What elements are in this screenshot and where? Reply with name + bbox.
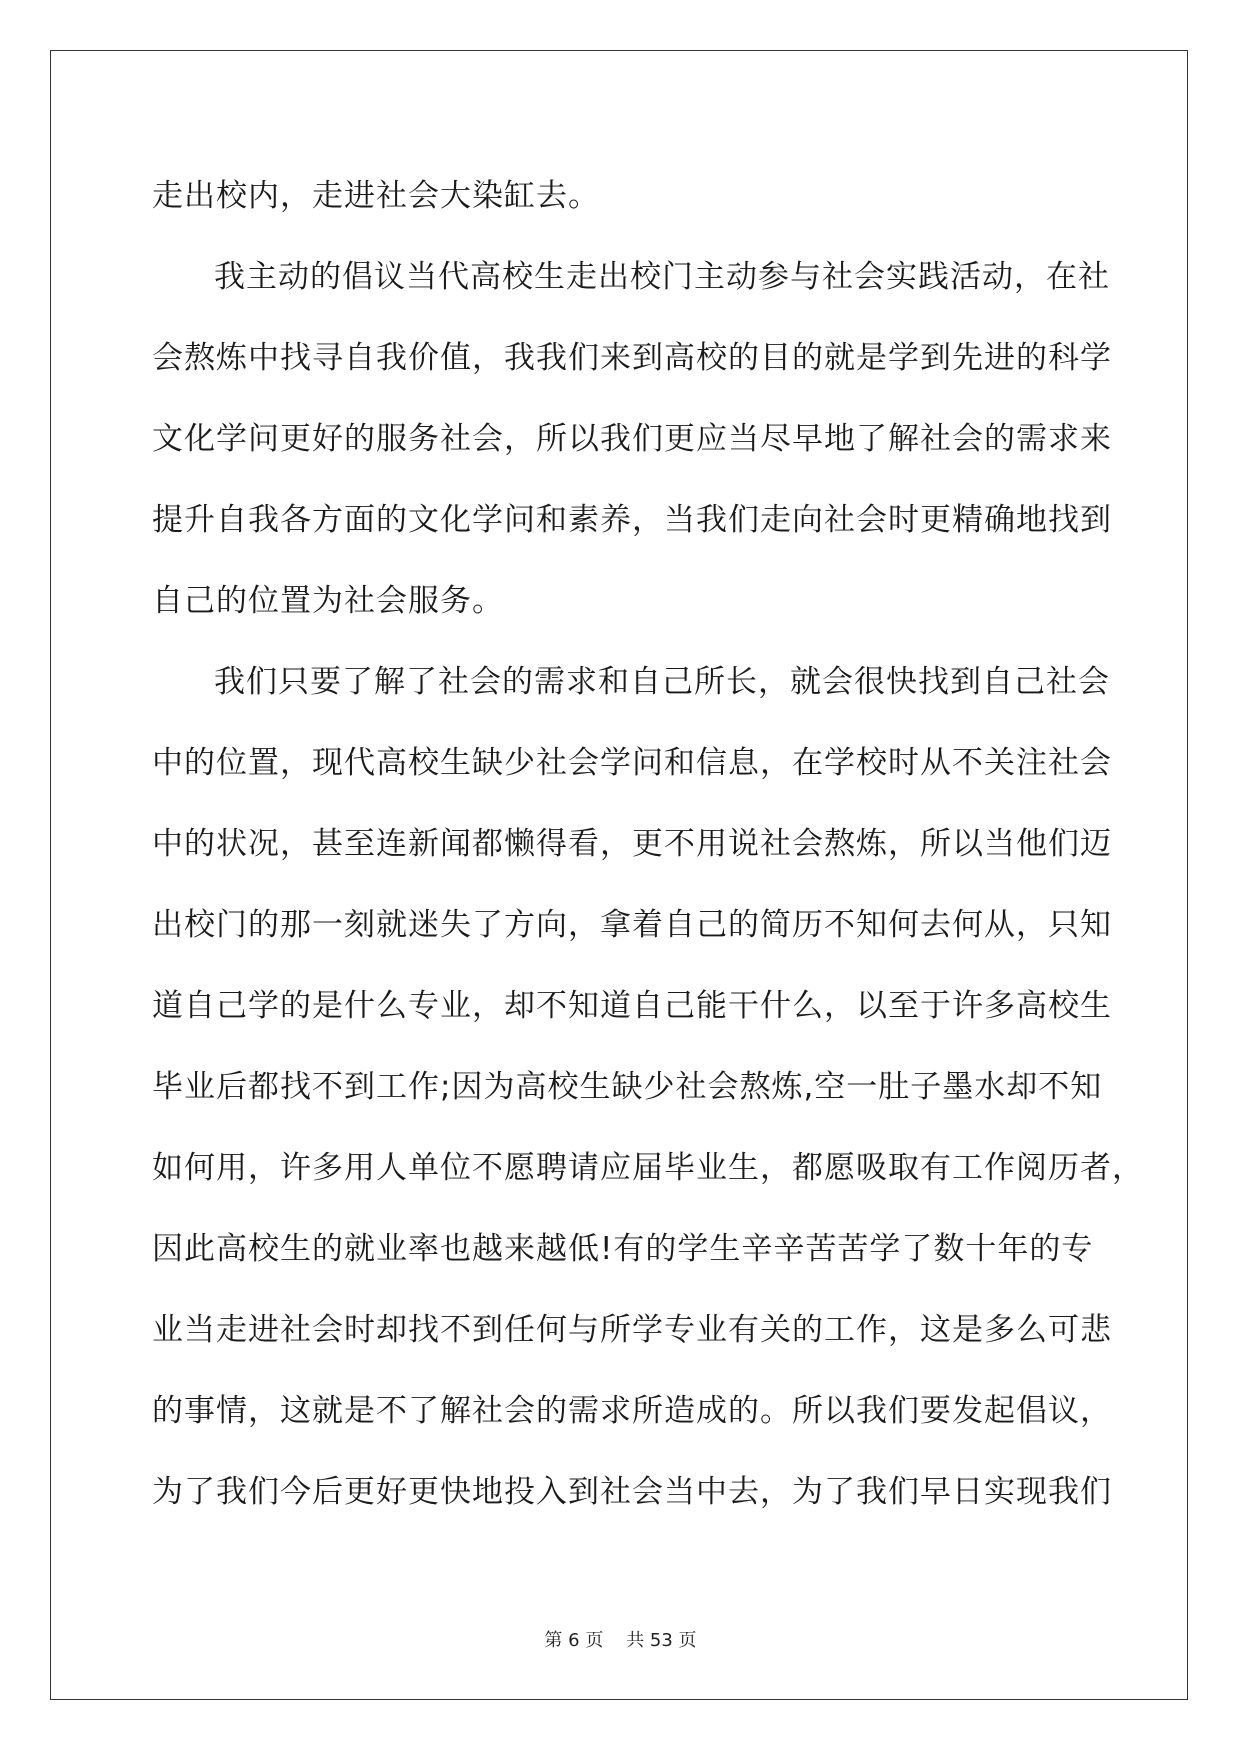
text-line-paragraph-start: 我们只要了解了社会的需求和自己所长，就会很快找到自己社会 — [214, 664, 1110, 700]
text-line: 如何用，许多用人单位不愿聘请应届毕业生，都愿吸取有工作阅历者， — [152, 1150, 1144, 1186]
text-line: 为了我们今后更好更快地投入到社会当中去，为了我们早日实现我们 — [152, 1474, 1112, 1510]
page-number-footer — [0, 1626, 1241, 1652]
page-number-label: 第 6 页 共 53 页 — [544, 1630, 697, 1651]
text-line: 文化学问更好的服务社会，所以我们更应当尽早地了解社会的需求来 — [152, 421, 1112, 457]
text-line: 的事情，这就是不了解社会的需求所造成的。所以我们要发起倡议， — [152, 1393, 1112, 1429]
text-line: 道自己学的是什么专业，却不知道自己能干什么，以至于许多高校生 — [152, 988, 1112, 1024]
text-line: 毕业后都找不到工作;因为高校生缺少社会熬炼,空一肚子墨水却不知 — [152, 1069, 1103, 1105]
document-body — [152, 156, 1144, 1533]
text-line: 会熬炼中找寻自我价值，我我们来到高校的目的就是学到先进的科学 — [152, 340, 1112, 376]
text-line: 出校门的那一刻就迷失了方向，拿着自己的简历不知何去何从，只知 — [152, 907, 1112, 943]
text-line: 因此高校生的就业率也越来越低!有的学生辛辛苦苦学了数十年的专 — [152, 1231, 1094, 1267]
text-line-paragraph-start: 我主动的倡议当代高校生走出校门主动参与社会实践活动，在社 — [214, 259, 1110, 295]
text-line: 自己的位置为社会服务。 — [152, 583, 504, 619]
text-line: 业当走进社会时却找不到任何与所学专业有关的工作，这是多么可悲 — [152, 1312, 1112, 1348]
text-line: 走出校内，走进社会大染缸去。 — [152, 178, 600, 214]
text-line: 中的位置，现代高校生缺少社会学问和信息，在学校时从不关注社会 — [152, 745, 1112, 781]
text-line: 提升自我各方面的文化学问和素养，当我们走向社会时更精确地找到 — [152, 502, 1112, 538]
text-line: 中的状况，甚至连新闻都懒得看，更不用说社会熬炼，所以当他们迈 — [152, 826, 1112, 862]
